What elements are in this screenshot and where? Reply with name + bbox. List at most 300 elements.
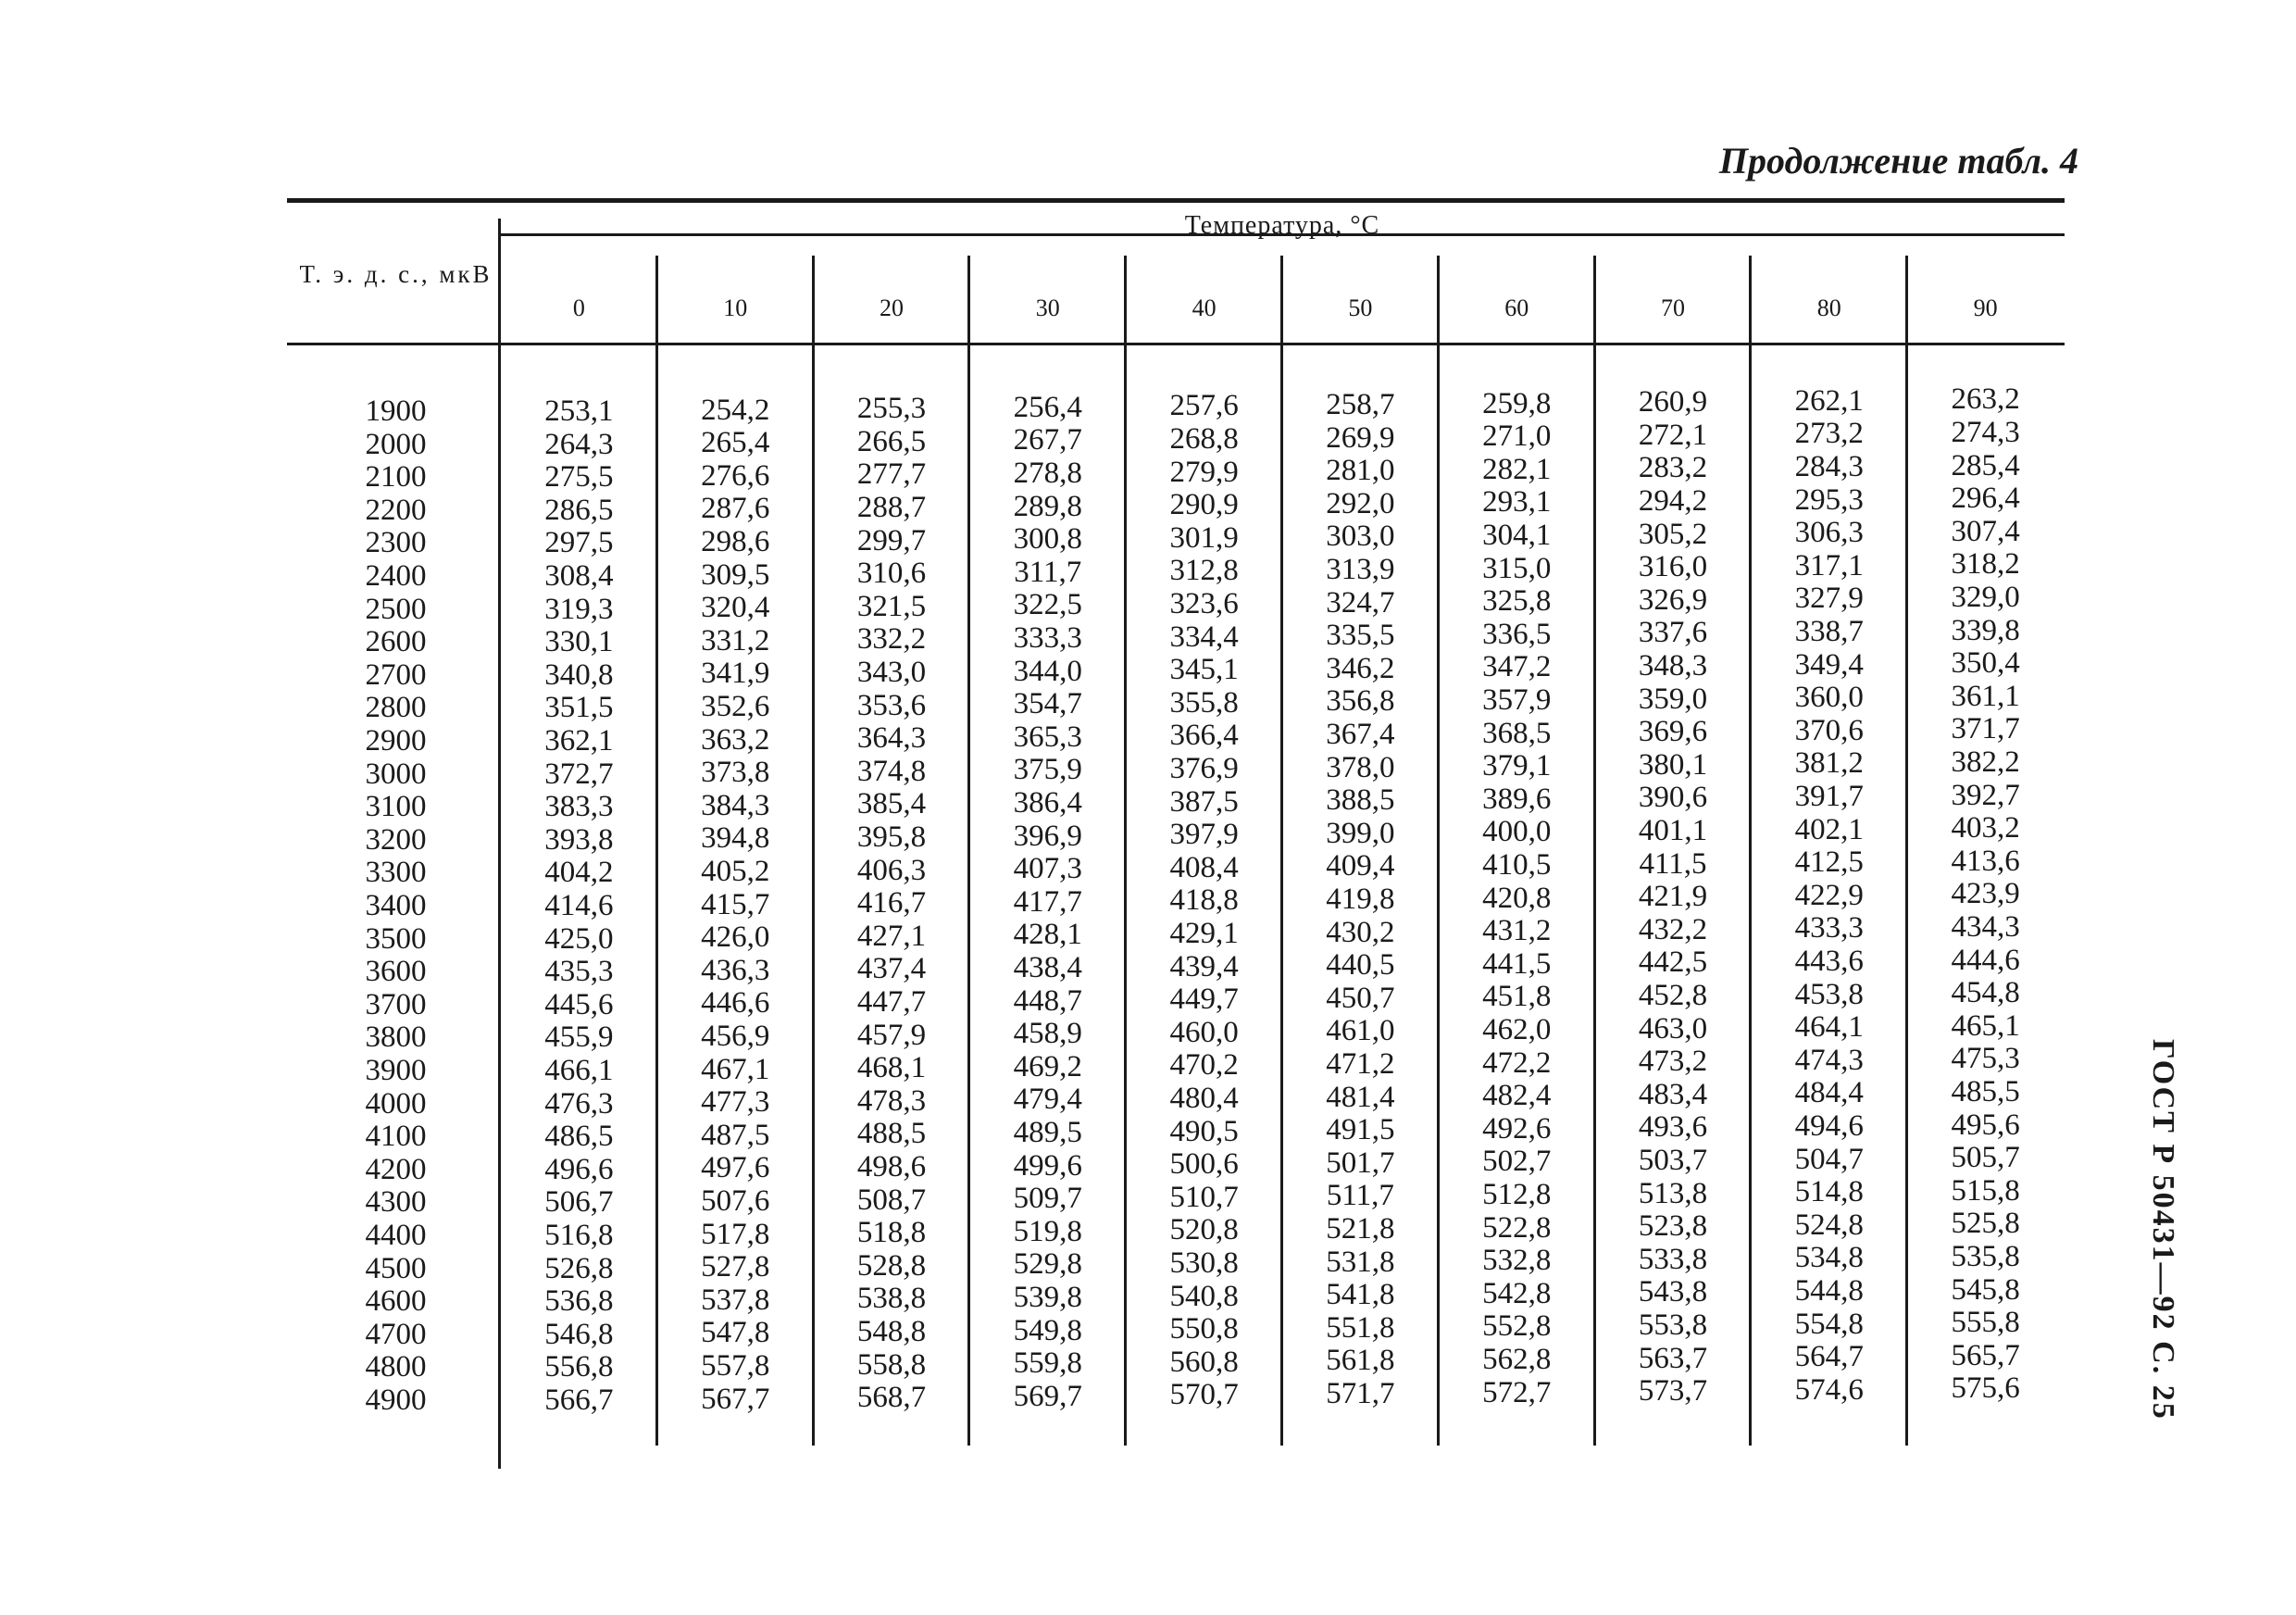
table-cell: 531,8 [1326,1245,1395,1279]
table-cell: 352,6 [701,690,770,723]
table-cell: 327,9 [1794,582,1864,616]
table-cell: 332,2 [856,622,927,657]
row-label: 3700 [365,987,427,1021]
table-cell: 336,5 [1482,617,1552,651]
table-cell: 350,4 [1951,646,2020,681]
table-cell: 345,1 [1169,653,1239,687]
table-cell: 535,8 [1951,1240,2020,1273]
table-cell: 507,6 [701,1184,770,1218]
row-label: 4100 [365,1120,427,1154]
table-cell: 550,8 [1169,1312,1239,1346]
table-cell: 308,4 [544,559,614,593]
table-cell: 295,3 [1794,482,1864,517]
table-cell: 515,8 [1951,1173,2020,1208]
table-cell: 419,8 [1326,883,1395,916]
row-label: 3500 [365,921,427,956]
table-cell: 442,5 [1638,945,1708,980]
table-cell: 448,7 [1013,983,1082,1018]
table-cell: 404,2 [544,856,614,890]
table-cell: 412,5 [1794,845,1864,880]
table-cell: 553,8 [1638,1308,1708,1342]
table-cell: 408,4 [1169,850,1239,884]
table-cell: 559,8 [1013,1346,1082,1381]
table-cell: 384,3 [701,788,770,822]
emf-header: Т. э. д. с., мкВ [299,260,493,288]
table-cell: 529,8 [1013,1247,1082,1282]
table-cell: 281,0 [1326,454,1395,488]
table-cell: 425,0 [544,921,614,956]
table-cell: 454,8 [1951,976,2020,1010]
table-cell: 296,4 [1951,482,2020,516]
table-cell: 390,6 [1638,781,1708,815]
row-label: 3000 [365,757,427,791]
table-cell: 282,1 [1482,452,1552,486]
table-cell: 347,2 [1482,650,1552,684]
table-cell: 504,7 [1794,1142,1864,1176]
table-cell: 526,8 [544,1251,614,1285]
column-header: 0 [572,294,585,321]
table-cell: 439,4 [1169,949,1239,983]
row-label: 4200 [365,1152,427,1186]
table-cell: 325,8 [1482,584,1552,619]
table-cell: 289,8 [1013,489,1082,523]
table-cell: 471,2 [1326,1047,1395,1081]
row-label: 3400 [365,889,427,922]
table-cell: 551,8 [1326,1310,1395,1345]
table-cell: 465,1 [1951,1008,2020,1043]
table-cell: 312,8 [1169,554,1239,588]
table-cell: 513,8 [1638,1176,1708,1210]
row-label: 3200 [365,822,427,857]
table-cell: 506,7 [544,1185,614,1220]
table-cell: 340,8 [544,657,614,692]
table-cell: 394,8 [701,821,770,856]
table-cell: 343,0 [856,656,927,689]
table-cell: 544,8 [1794,1274,1864,1308]
table-cell: 477,3 [701,1085,770,1120]
table-cell: 380,1 [1638,747,1708,782]
table-cell: 574,6 [1794,1372,1864,1407]
table-cell: 421,9 [1638,880,1708,914]
table-cell: 357,9 [1482,683,1552,717]
table-cell: 263,2 [1951,382,2020,417]
table-cell: 444,6 [1951,943,2020,977]
table-cell: 330,1 [544,625,614,659]
table-cell: 449,7 [1169,983,1239,1017]
table-cell: 331,2 [701,623,770,657]
table-cell: 309,5 [701,557,770,592]
table-cell: 267,7 [1013,423,1082,457]
table-cell: 505,7 [1951,1141,2020,1175]
table-cell: 537,8 [701,1283,770,1317]
column-header: 30 [1035,294,1060,321]
table-cell: 329,0 [1951,581,2020,614]
table-cell: 453,8 [1794,977,1864,1011]
table-cell: 542,8 [1482,1276,1552,1310]
table-cell: 486,5 [544,1120,614,1154]
table-cell: 307,4 [1951,514,2020,548]
table-cell: 495,6 [1951,1108,2020,1142]
table-cell: 277,7 [856,457,927,492]
table-cell: 450,7 [1326,981,1395,1015]
table-cell: 285,4 [1951,448,2020,482]
table-cell: 436,3 [701,953,770,987]
table-cell: 318,2 [1951,547,2020,582]
table-cell: 337,6 [1638,616,1708,650]
table-cell: 299,7 [856,523,927,557]
table-cell: 429,1 [1169,917,1239,950]
table-cell: 297,5 [544,526,614,560]
table-cell: 389,6 [1482,782,1552,816]
table-cell: 554,8 [1794,1307,1864,1341]
table-cell: 519,8 [1013,1214,1082,1248]
table-cell: 482,4 [1482,1079,1552,1113]
table-cell: 354,7 [1013,687,1082,721]
row-label: 2400 [365,559,427,593]
table-cell: 438,4 [1013,951,1082,984]
table-cell: 323,6 [1169,587,1239,620]
row-label: 2500 [365,592,427,626]
table-cell: 564,7 [1794,1340,1864,1374]
table-cell: 410,5 [1482,848,1552,882]
table-cell: 346,2 [1326,651,1395,685]
table-cell: 349,4 [1794,647,1864,682]
table-cell: 321,5 [856,589,927,623]
table-cell: 260,9 [1638,385,1708,419]
table-cell: 466,1 [544,1054,614,1087]
table-cell: 549,8 [1013,1313,1082,1347]
table-cell: 476,3 [544,1086,614,1120]
table-cell: 525,8 [1951,1207,2020,1241]
table-cell: 517,8 [701,1217,770,1251]
row-label: 4400 [365,1219,427,1252]
table-cell: 376,9 [1169,752,1239,785]
table-cell: 395,8 [856,820,927,854]
table-cell: 458,9 [1013,1017,1082,1051]
table-cell: 310,6 [856,557,927,591]
table-cell: 290,9 [1169,488,1239,522]
table-cell: 255,3 [856,392,927,426]
table-cell: 530,8 [1169,1246,1239,1280]
table-cell: 446,6 [701,986,770,1020]
table-cell: 286,5 [544,493,614,527]
row-label: 3600 [365,955,427,989]
table-cell: 561,8 [1326,1344,1395,1378]
table-cell: 374,8 [856,754,927,788]
table-cell: 379,1 [1482,749,1552,783]
table-cell: 361,1 [1951,679,2020,713]
table-cell: 382,2 [1951,745,2020,779]
row-label: 4300 [365,1185,427,1220]
row-label: 4500 [365,1251,427,1285]
table-cell: 262,1 [1794,383,1864,418]
table-cell: 334,4 [1169,620,1239,654]
table-cell: 427,1 [856,919,927,953]
table-cell: 386,4 [1013,786,1082,820]
table-cell: 546,8 [544,1317,614,1351]
table-cell: 292,0 [1326,486,1395,520]
table-cell: 409,4 [1326,849,1395,883]
table-cell: 521,8 [1326,1212,1395,1246]
table-cell: 568,7 [856,1381,927,1415]
table-cell: 375,9 [1013,753,1082,787]
table-cell: 528,8 [856,1248,927,1283]
row-label: 2900 [365,724,427,757]
table-cell: 555,8 [1951,1306,2020,1340]
table-cell: 569,7 [1013,1379,1082,1413]
table-cell: 478,3 [856,1083,927,1118]
table-cell: 447,7 [856,985,927,1019]
table-cell: 326,9 [1638,582,1708,617]
table-cell: 367,4 [1326,718,1395,751]
table-cell: 257,6 [1169,389,1239,423]
table-cell: 463,0 [1638,1011,1708,1045]
gost-page-note: ГОСТ Р 50431—92 С. 25 [2146,1039,2180,1421]
table-cell: 396,9 [1013,819,1082,853]
table-cell: 560,8 [1169,1345,1239,1379]
table-cell: 510,7 [1169,1180,1239,1214]
table-cell: 365,3 [1013,720,1082,754]
table-cell: 339,8 [1951,613,2020,647]
column-header: 80 [1816,294,1841,321]
table-cell: 437,4 [856,952,927,986]
table-cell: 400,0 [1482,815,1552,849]
table-cell: 509,7 [1013,1182,1082,1216]
table-cell: 359,0 [1638,682,1708,716]
table-cell: 522,8 [1482,1210,1552,1245]
table-cell: 316,0 [1638,550,1708,584]
table-cell: 393,8 [544,822,614,857]
table-cell: 385,4 [856,787,927,821]
table-cell: 407,3 [1013,852,1082,886]
table-cell: 502,7 [1482,1145,1552,1179]
table-cell: 415,7 [701,887,770,921]
table-cell: 364,3 [856,721,927,756]
table-cell: 275,5 [544,460,614,495]
table-cell: 344,0 [1013,654,1082,688]
row-label: 2100 [365,460,427,495]
table-cell: 392,7 [1951,778,2020,812]
table-cell: 501,7 [1326,1146,1395,1180]
table-cell: 284,3 [1794,450,1864,483]
table-cell: 356,8 [1326,684,1395,719]
column-header: 40 [1192,294,1217,321]
table-cell: 455,9 [544,1020,614,1055]
table-cell: 566,7 [544,1383,614,1417]
table-cell: 460,0 [1169,1015,1239,1049]
table-cell: 254,2 [701,393,770,427]
table-cell: 514,8 [1794,1175,1864,1209]
row-label: 4800 [365,1350,427,1384]
table-cell: 467,1 [701,1052,770,1086]
table-cell: 570,7 [1169,1378,1239,1412]
table-cell: 341,9 [701,657,770,691]
row-label: 1900 [365,394,427,428]
table-cell: 381,2 [1794,746,1864,781]
table-cell: 491,5 [1326,1113,1395,1147]
table-cell: 401,1 [1638,814,1708,847]
table-cell: 322,5 [1013,588,1082,622]
table-cell: 479,4 [1013,1083,1082,1117]
table-cell: 534,8 [1794,1241,1864,1275]
table-cell: 452,8 [1638,979,1708,1012]
table-cell: 405,2 [701,855,770,888]
table-cell: 278,8 [1013,457,1082,490]
table-cell: 273,2 [1794,417,1864,451]
table-cell: 256,4 [1013,390,1082,424]
row-label: 2200 [365,493,427,527]
table-cell: 414,6 [544,889,614,922]
row-label: 2800 [365,691,427,725]
table-cell: 426,0 [701,920,770,955]
table-cell: 527,8 [701,1250,770,1284]
table-cell: 413,6 [1951,844,2020,878]
table-cell: 287,6 [701,492,770,526]
table-cell: 363,2 [701,722,770,757]
table-cell: 423,9 [1951,877,2020,911]
table-cell: 475,3 [1951,1042,2020,1076]
table-cell: 279,9 [1169,455,1239,489]
column-header: 70 [1660,294,1685,321]
table-cell: 493,6 [1638,1110,1708,1145]
table-cell: 258,7 [1326,388,1395,421]
table-cell: 264,3 [544,427,614,461]
table-cell: 417,7 [1013,884,1082,919]
table-cell: 351,5 [544,691,614,725]
table-cell: 497,6 [701,1151,770,1185]
table-cell: 488,5 [856,1117,927,1151]
table-cell: 565,7 [1951,1338,2020,1372]
table-cell: 563,7 [1638,1341,1708,1375]
table-cell: 536,8 [544,1284,614,1319]
table-cell: 545,8 [1951,1272,2020,1307]
row-label: 3800 [365,1020,427,1055]
table-cell: 420,8 [1482,881,1552,915]
table-cell: 276,6 [701,458,770,493]
table-cell: 498,6 [856,1150,927,1183]
row-label: 4700 [365,1317,427,1351]
table-cell: 485,5 [1951,1075,2020,1108]
table-cell: 373,8 [701,756,770,790]
table-cell: 484,4 [1794,1076,1864,1110]
table-cell: 406,3 [856,853,927,887]
table-cell: 524,8 [1794,1208,1864,1242]
table-cell: 283,2 [1638,451,1708,485]
table-cell: 383,3 [544,790,614,824]
table-cell: 368,5 [1482,716,1552,750]
table-cell: 422,9 [1794,878,1864,912]
table-cell: 552,8 [1482,1309,1552,1344]
table-cell: 253,1 [544,394,614,428]
row-label: 4900 [365,1383,427,1417]
table-cell: 503,7 [1638,1144,1708,1177]
table-cell: 391,7 [1794,780,1864,813]
table-cell: 335,5 [1326,619,1395,653]
table-cell: 372,7 [544,757,614,791]
table-cell: 434,3 [1951,910,2020,944]
table-cell: 293,1 [1482,485,1552,520]
table-cell: 304,1 [1482,519,1552,552]
table-cell: 440,5 [1326,948,1395,983]
table-cell: 320,4 [701,591,770,625]
table-cell: 431,2 [1482,914,1552,948]
table-cell: 538,8 [856,1282,927,1316]
table-cell: 268,8 [1169,422,1239,456]
table-cell: 305,2 [1638,517,1708,551]
table-cell: 573,7 [1638,1374,1708,1408]
header-bottom-rule [287,343,2065,345]
table-top-rule [287,198,2065,203]
table-cell: 468,1 [856,1051,927,1085]
table-cell: 518,8 [856,1216,927,1250]
table-cell: 387,5 [1169,784,1239,819]
table-cell: 303,0 [1326,520,1395,554]
table-cell: 428,1 [1013,918,1082,952]
table-cell: 496,6 [544,1152,614,1186]
table-cell: 470,2 [1169,1048,1239,1083]
table-cell: 441,5 [1482,946,1552,981]
table-cell: 378,0 [1326,750,1395,784]
table-cell: 298,6 [701,525,770,558]
table-cell: 456,9 [701,1020,770,1053]
table-cell: 508,7 [856,1183,927,1217]
table-cell: 533,8 [1638,1242,1708,1276]
column-header: 50 [1348,294,1373,321]
table-cell: 301,9 [1169,520,1239,555]
table-cell: 445,6 [544,987,614,1021]
table-cell: 416,7 [856,886,927,920]
table-cell: 474,3 [1794,1043,1864,1077]
table-cell: 512,8 [1482,1178,1552,1211]
table-cell: 317,1 [1794,548,1864,582]
table-cell: 403,2 [1951,811,2020,845]
table-cell: 370,6 [1794,713,1864,747]
table-cell: 271,0 [1482,419,1552,454]
table-cell: 481,4 [1326,1080,1395,1114]
table-cell: 457,9 [856,1018,927,1052]
table-cell: 492,6 [1482,1111,1552,1146]
table-cell: 397,9 [1169,818,1239,852]
table-cell: 360,0 [1794,681,1864,715]
table-cell: 402,1 [1794,812,1864,846]
table-cell: 532,8 [1482,1244,1552,1278]
table-cell: 487,5 [701,1118,770,1152]
table-cell: 547,8 [701,1316,770,1350]
table-cell: 499,6 [1013,1148,1082,1183]
table-cell: 348,3 [1638,649,1708,682]
row-label: 3900 [365,1054,427,1087]
table-cell: 539,8 [1013,1281,1082,1314]
table-cell: 571,7 [1326,1377,1395,1410]
table-cell: 433,3 [1794,911,1864,945]
table-cell: 567,7 [701,1382,770,1416]
table-cell: 511,7 [1326,1179,1394,1213]
table-cell: 353,6 [856,688,927,722]
table-cell: 472,2 [1482,1045,1552,1080]
table-cell: 540,8 [1169,1279,1239,1313]
table-cell: 572,7 [1482,1375,1552,1409]
table-cell: 399,0 [1326,816,1395,850]
row-label: 2300 [365,526,427,560]
row-label: 3300 [365,856,427,890]
table-cell: 294,2 [1638,484,1708,518]
table-cell: 557,8 [701,1349,770,1383]
table-cell: 480,4 [1169,1082,1239,1115]
table-cell: 259,8 [1482,386,1552,420]
column-header: 60 [1504,294,1529,321]
table-cell: 324,7 [1326,585,1395,620]
table-cell: 543,8 [1638,1275,1708,1309]
